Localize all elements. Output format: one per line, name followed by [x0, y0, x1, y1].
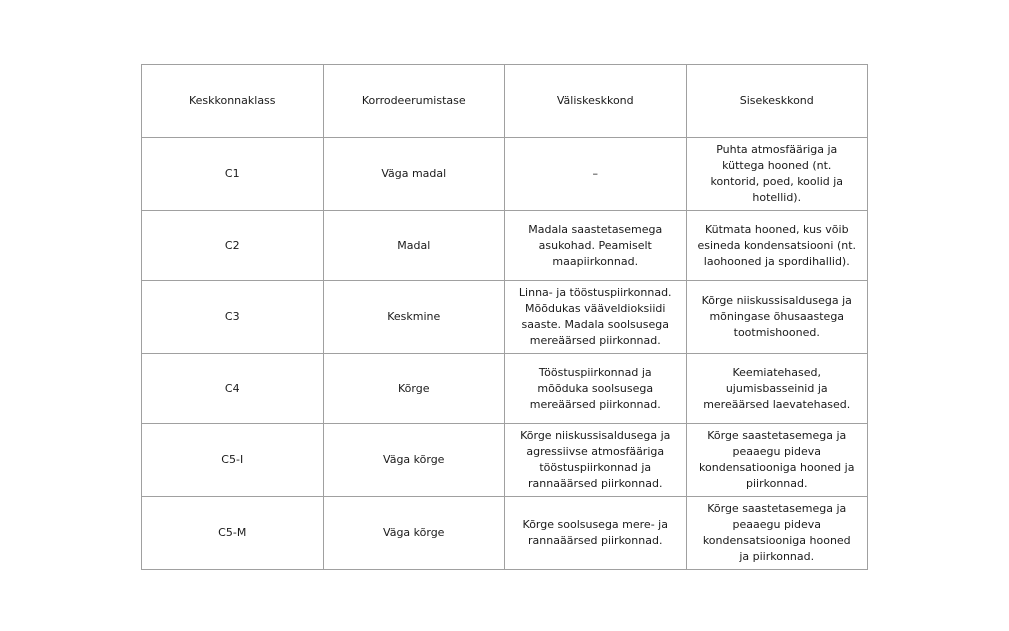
cell-valiskeskkond: Madala saastetasemega asukohad. Peamiselt maapiirkonnad. [505, 211, 687, 281]
cell-valiskeskkond: Linna- ja tööstuspiirkonnad. Mõõdukas vääveldioksiidi saaste. Madala soolsusega mereäärsed piirkonnad. [505, 281, 687, 354]
cell-tase: Väga kõrge [323, 424, 505, 497]
header-korrodeerumistase: Korrodeerumistase [323, 65, 505, 138]
cell-sisekeskkond: Kõrge niiskussisaldusega ja mõningase õhusaastega tootmishooned. [686, 281, 868, 354]
cell-valiskeskkond: Kõrge niiskussisaldusega ja agressiivse atmosfääriga tööstuspiirkonnad ja rannaäärsed piirkonnad. [505, 424, 687, 497]
cell-klass: C2 [142, 211, 324, 281]
header-valiskeskkond: Väliskeskkond [505, 65, 687, 138]
cell-valiskeskkond: Tööstuspiirkonnad ja mõõduka soolsusega mereäärsed piirkonnad. [505, 354, 687, 424]
table-row-c3 [142, 281, 868, 354]
environment-class-table [141, 64, 868, 570]
cell-sisekeskkond: Kütmata hooned, kus võib esineda kondensatsiooni (nt. laohooned ja spordihallid). [686, 211, 868, 281]
cell-klass: C1 [142, 138, 324, 211]
header-row [142, 65, 868, 138]
cell-klass: C3 [142, 281, 324, 354]
table-row-c4 [142, 354, 868, 424]
table-row-c5m [142, 497, 868, 570]
cell-tase: Väga madal [323, 138, 505, 211]
cell-klass: C4 [142, 354, 324, 424]
cell-tase: Madal [323, 211, 505, 281]
cell-sisekeskkond: Keemiatehased, ujumisbasseinid ja mereäärsed laevatehased. [686, 354, 868, 424]
header-sisekeskkond: Sisekeskkond [686, 65, 868, 138]
cell-valiskeskkond: Kõrge soolsusega mere- ja rannaäärsed piirkonnad. [505, 497, 687, 570]
cell-tase: Kõrge [323, 354, 505, 424]
cell-tase: Väga kõrge [323, 497, 505, 570]
table-row-c2 [142, 211, 868, 281]
cell-klass: C5-M [142, 497, 324, 570]
table-row-c5i [142, 424, 868, 497]
table-row-c1 [142, 138, 868, 211]
cell-sisekeskkond: Puhta atmosfääriga ja küttega hooned (nt. kontorid, poed, koolid ja hotellid). [686, 138, 868, 211]
cell-sisekeskkond: Kõrge saastetasemega ja peaaegu pideva kondensatiooniga hooned ja piirkonnad. [686, 424, 868, 497]
environment-class-table-container [141, 64, 868, 570]
cell-valiskeskkond: – [505, 138, 687, 211]
cell-klass: C5-I [142, 424, 324, 497]
cell-tase: Keskmine [323, 281, 505, 354]
cell-sisekeskkond: Kõrge saastetasemega ja peaaegu pideva kondensatsiooniga hooned ja piirkonnad. [686, 497, 868, 570]
header-keskkonnaklass: Keskkonnaklass [142, 65, 324, 138]
